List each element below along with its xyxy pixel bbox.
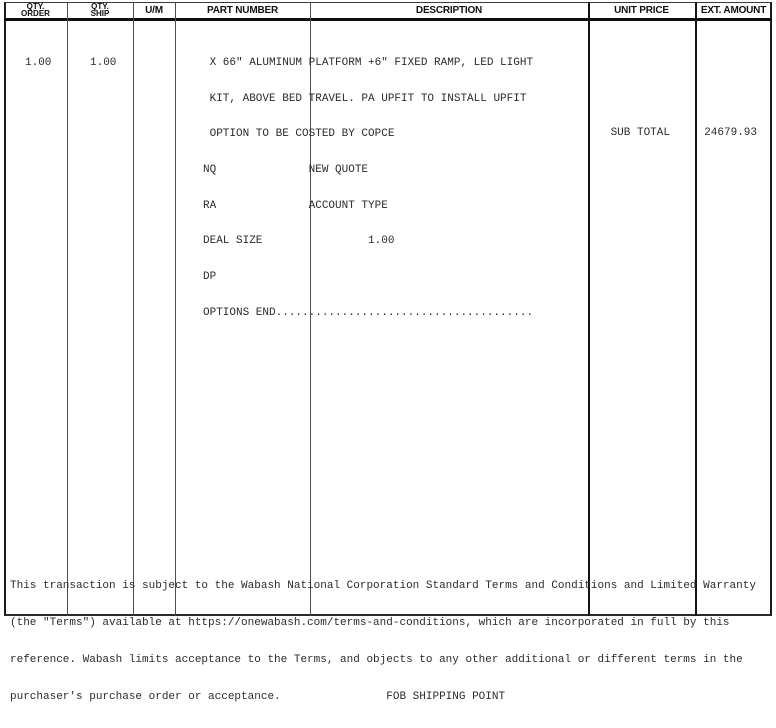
qty-order-label-line1: QTY.	[26, 2, 45, 11]
terms-and-conditions-text	[10, 556, 756, 728]
qty-ship-label-line1: QTY.	[91, 2, 109, 11]
column-divider-description-unitprice	[588, 2, 590, 616]
sub-total-label: SUB TOTAL	[610, 127, 670, 139]
qty-order-value: 1.00	[25, 57, 52, 69]
column-divider-qty-ship-um	[133, 2, 134, 616]
column-header-ext-amount: EXT. AMOUNT	[700, 4, 767, 16]
detail-line-4: NQ NEW QUOTE	[203, 164, 369, 177]
line-item-detail-block	[203, 34, 533, 344]
qty-ship-label-line2: SHIP	[90, 9, 110, 18]
column-header-qty-order	[4, 2, 67, 18]
column-header-part-number: PART NUMBER	[207, 4, 278, 16]
detail-line-5: RA ACCOUNT TYPE	[203, 199, 388, 212]
qty-ship-value: 1.00	[90, 57, 117, 69]
header-separator-line	[4, 18, 772, 21]
detail-line-6: DEAL SIZE 1.00	[203, 235, 395, 248]
column-header-qty-ship	[67, 2, 133, 18]
qty-order-label-line2: ORDER	[21, 9, 50, 18]
detail-line-1: X 66" ALUMINUM PLATFORM +6" FIXED RAMP, LED LIGHT	[203, 57, 534, 69]
sub-total-value: 24679.93	[704, 127, 757, 139]
column-header-unit-price: UNIT PRICE	[614, 4, 669, 16]
terms-line-2: (the "Terms") available at https://onewabash.com/terms-and-conditions, which are incorporated in full by this	[10, 617, 730, 629]
detail-line-7: DP	[203, 271, 217, 284]
detail-line-8: OPTIONS END.......................................	[203, 306, 534, 319]
terms-line-3: reference. Wabash limits acceptance to the Terms, and objects to any other additional or different terms in the	[10, 654, 743, 666]
column-header-description: DESCRIPTION	[415, 4, 483, 16]
terms-line-4: purchaser's purchase order or acceptance. FOB SHIPPING POINT	[10, 691, 506, 703]
column-header-um: U/M	[145, 4, 163, 16]
column-divider-um-part	[175, 2, 176, 616]
column-divider-unitprice-extamount	[695, 2, 697, 616]
detail-line-3: OPTION TO BE COSTED BY COPCE	[203, 128, 395, 141]
column-divider-qty-order-ship	[67, 2, 68, 616]
detail-line-2: KIT, ABOVE BED TRAVEL. PA UPFIT TO INSTALL UPFIT	[203, 92, 527, 105]
terms-line-1: This transaction is subject to the Wabash National Corporation Standard Terms and Conditions and Limited Warranty	[10, 580, 756, 592]
